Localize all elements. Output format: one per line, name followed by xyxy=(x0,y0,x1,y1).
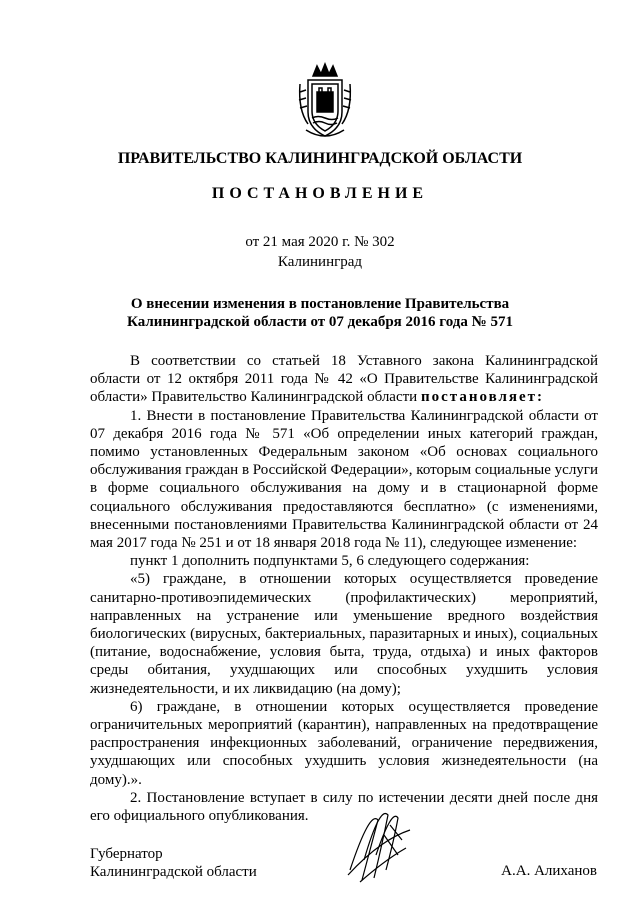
date-and-number: от 21 мая 2020 г. № 302 xyxy=(245,234,395,250)
item-2: 2. Постановление вступает в силу по истечении десяти дней после дня его официального опубликования. xyxy=(90,789,598,825)
government-name: ПРАВИТЕЛЬСТВО КАЛИНИНГРАДСКОЙ ОБЛАСТИ xyxy=(117,150,523,167)
document-type: ПОСТАНОВЛЕНИЕ xyxy=(211,185,429,202)
title-line-1: О внесении изменения в постановление Правительства xyxy=(130,296,510,312)
signer-position-line-2: Калининградской области xyxy=(90,864,257,880)
preamble-paragraph xyxy=(90,352,598,407)
preamble-text: В соответствии со статьей 18 Уставного закона Калининградской области от 12 октября 2011 года № 42 «О Правительстве Калининградской области» Правительство Калининградской области xyxy=(90,353,598,406)
title-line-2: Калининградской области от 07 декабря 2016 года № 571 xyxy=(127,314,513,330)
signer-name: А.А. Алиханов xyxy=(501,863,597,879)
subitem-5: «5) граждане, в отношении которых осуществляется проведение санитарно-противоэпидемических (профилактических) мероприятий, направленных на устранение или уменьшение вредного воздействия биологических (вирусных, бактериальных, паразитарных и иных), социальных (питание, водоснабжение, условия быта, труда, отдыха) и иных факторов среды обитания, ухудшающих или способных ухудшить условия жизнедеятельности, и их ликвидацию (на дому); xyxy=(90,571,598,697)
coat-of-arms-icon xyxy=(296,62,354,142)
decrees-word: постановляет: xyxy=(420,389,545,406)
signer-position xyxy=(90,845,257,881)
document-body xyxy=(90,352,598,825)
subitem-6: 6) граждане, в отношении которых осуществляется проведение ограничительных мероприятий (карантин), направленных на предотвращение распространения инфекционных заболеваний, ограничение передвижения, ухудшающих или способных ухудшить условия жизнедеятельности (на дому).». xyxy=(90,698,598,788)
document-title xyxy=(0,295,640,331)
handwritten-signature-icon xyxy=(340,800,420,885)
item-1: 1. Внести в постановление Правительства Калининградской области от 07 декабря 2016 года № 571 «Об определении иных категорий граждан, помимо установленных Федеральным законом «Об основах социального обслуживания граждан в Российской Федерации», которым социальные услуги в форме социального обслуживания на дому и в стационарной форме социального обслуживания предоставляются бесплатно» (с изменениями, внесенными постановлениями Правительства Калининградской области от 24 мая 2017 года № 251 и от 18 января 2018 года № 11), следующее изменение: xyxy=(90,407,598,552)
city: Калининград xyxy=(277,254,363,270)
item-1-intro: пункт 1 дополнить подпунктами 5, 6 следующего содержания: xyxy=(130,553,530,570)
signer-position-line-1: Губернатор xyxy=(90,846,163,862)
